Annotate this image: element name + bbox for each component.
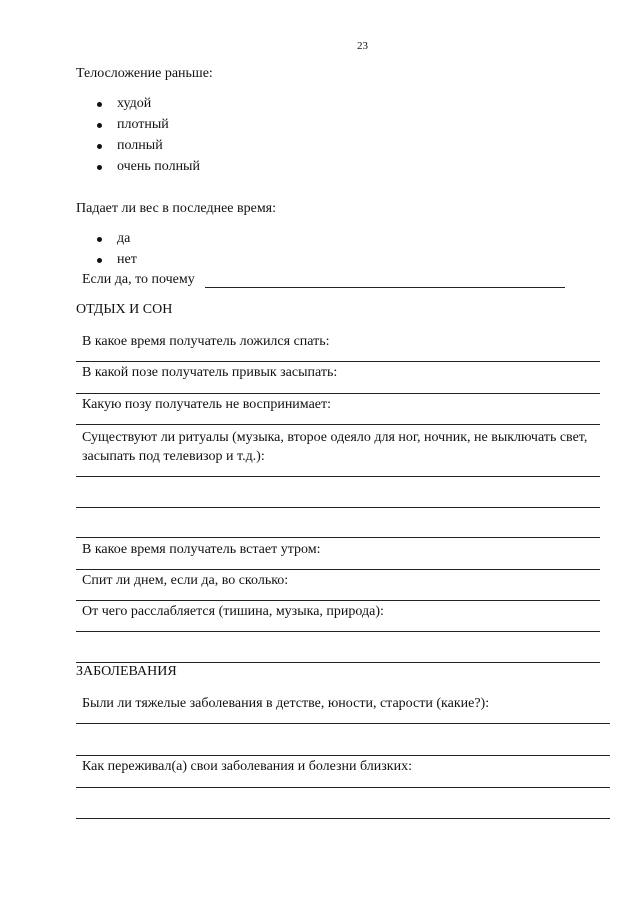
answer-line[interactable] (76, 755, 610, 756)
bullet-icon (97, 102, 102, 107)
answer-line[interactable] (76, 818, 610, 819)
bullet-icon (97, 123, 102, 128)
diseases-heading: ЗАБОЛЕВАНИЯ (76, 664, 177, 679)
answer-line[interactable] (76, 424, 600, 425)
rest-sleep-heading: ОТДЫХ И СОН (76, 302, 173, 317)
daytime-sleep-question: Спит ли днем, если да, во сколько: (82, 573, 289, 588)
weight-reason-line[interactable] (205, 287, 565, 288)
rituals-question: Существуют ли ритуалы (музыка, второе одеяло для ног, ночник, не выключать свет, засыпать под телевизор и т.д.): (82, 430, 588, 464)
bullet-icon (97, 258, 102, 263)
page-number: 23 (357, 40, 368, 52)
answer-line[interactable] (76, 361, 600, 362)
answer-line[interactable] (76, 393, 600, 394)
answer-line[interactable] (76, 507, 600, 508)
bullet-icon (97, 144, 102, 149)
wake-time-question: В какое время получатель встает утром: (82, 542, 321, 557)
relaxation-question: От чего расслабляется (тишина, музыка, природа): (82, 604, 384, 619)
disliked-pose-question: Какую позу получатель не воспринимает: (82, 397, 331, 412)
answer-line[interactable] (76, 662, 600, 663)
serious-diseases-question: Были ли тяжелые заболевания в детстве, юности, старости (какие?): (82, 696, 490, 711)
bullet-icon (97, 237, 102, 242)
weight-followup: Если да, то почему (82, 272, 195, 287)
sleep-time-question: В какое время получатель ложился спать: (82, 334, 330, 349)
weight-question: Падает ли вес в последнее время: (76, 201, 277, 216)
sleep-pose-question: В какой позе получатель привык засыпать: (82, 365, 338, 380)
answer-line[interactable] (76, 723, 610, 724)
disease-coping-question: Как переживал(а) свои заболевания и болезни близких: (82, 759, 412, 774)
build-question: Телосложение раньше: (76, 66, 213, 81)
answer-line[interactable] (76, 631, 600, 632)
answer-line[interactable] (76, 569, 600, 570)
answer-line[interactable] (76, 476, 600, 477)
bullet-icon (97, 165, 102, 170)
answer-line[interactable] (76, 600, 600, 601)
answer-line[interactable] (76, 787, 610, 788)
answer-line[interactable] (76, 537, 600, 538)
